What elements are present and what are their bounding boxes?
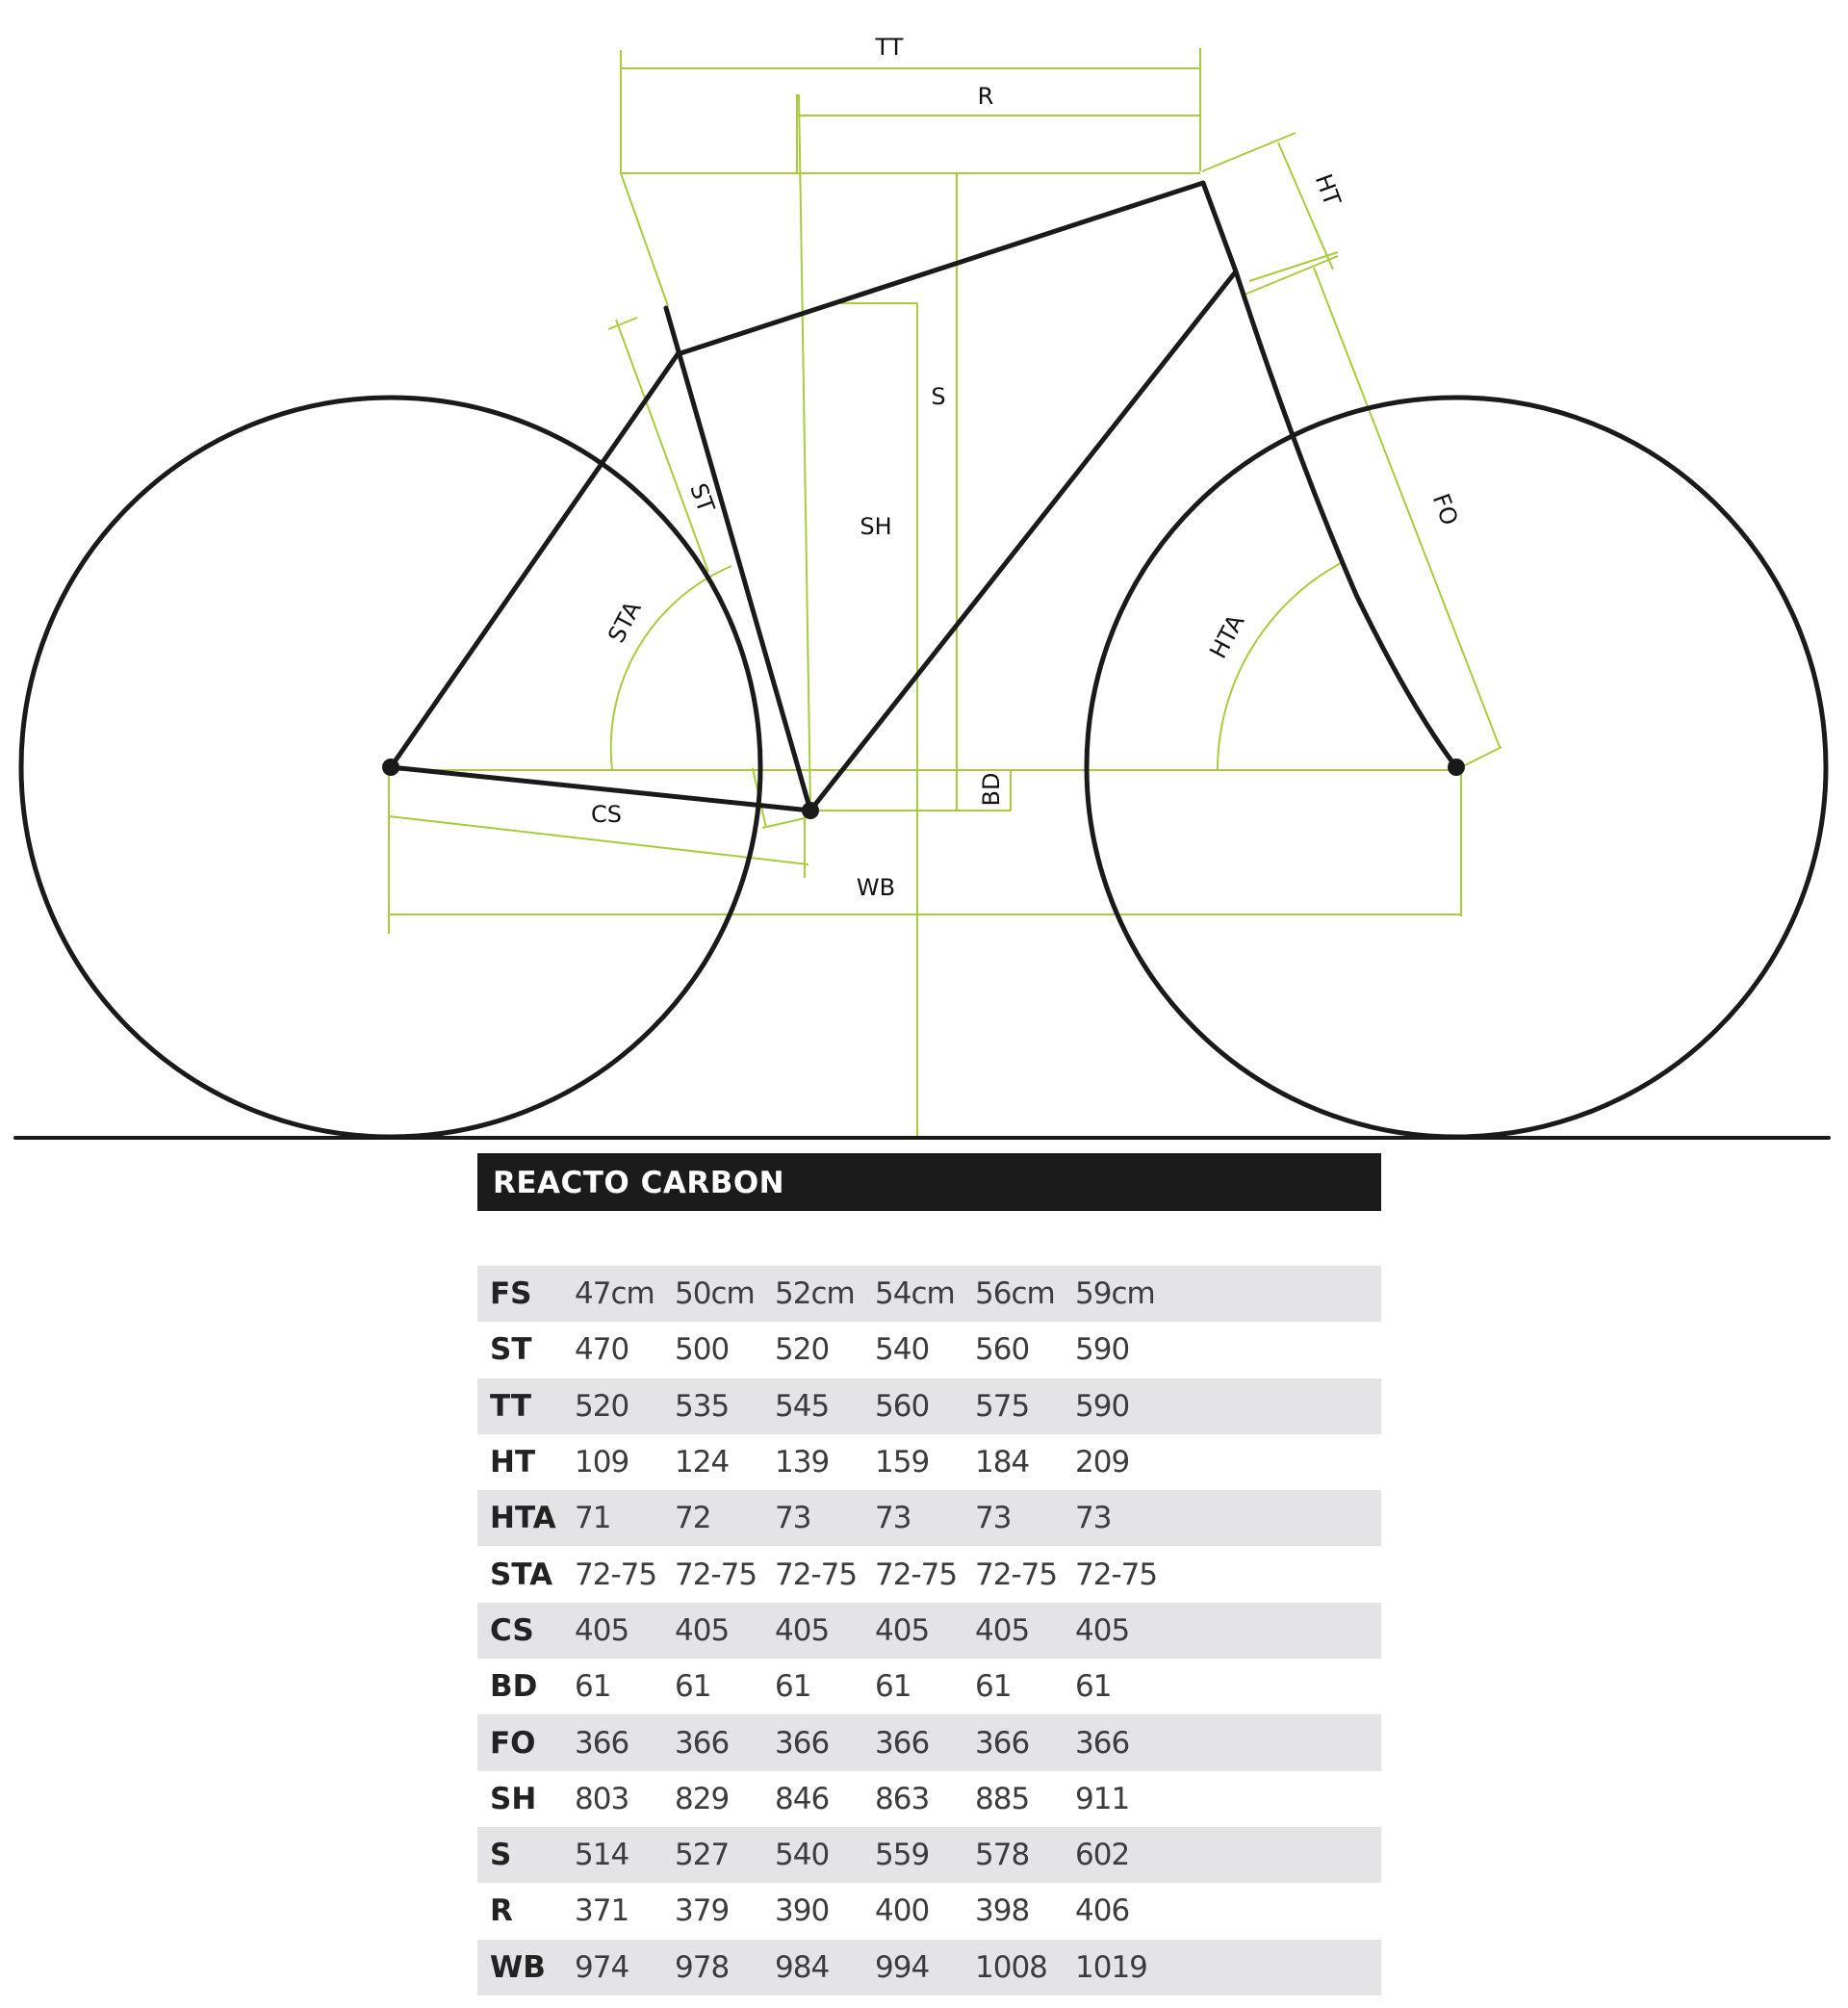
- table-cell: 59cm: [1075, 1276, 1155, 1312]
- table-cell: 56cm: [975, 1276, 1055, 1312]
- fork: [1236, 271, 1456, 767]
- row-label: HT: [490, 1445, 536, 1480]
- seatstay: [391, 354, 678, 767]
- table-cell: 61: [975, 1669, 1012, 1705]
- table-cell: 52cm: [775, 1276, 855, 1312]
- table-cell: 50cm: [675, 1276, 755, 1312]
- table-cell: 398: [975, 1893, 1030, 1929]
- table-cell: 994: [875, 1949, 930, 1985]
- row-label: HTA: [490, 1501, 556, 1536]
- row-filler: [1175, 1603, 1381, 1659]
- table-cell: 124: [675, 1445, 730, 1480]
- label-sh: SH: [860, 513, 892, 540]
- table-cell: 73: [975, 1501, 1012, 1536]
- table-row: [477, 1659, 1381, 1714]
- spec-title: REACTO CARBON: [477, 1153, 1381, 1211]
- table-cell: 500: [675, 1332, 730, 1368]
- table-cell: 545: [775, 1388, 830, 1424]
- row-label: ST: [490, 1332, 532, 1368]
- label-sta: STA: [603, 597, 647, 648]
- table-cell: 540: [775, 1838, 830, 1873]
- table-cell: 560: [875, 1388, 930, 1424]
- table-cell: 405: [675, 1612, 730, 1648]
- table-cell: 803: [575, 1781, 629, 1816]
- table-cell: 885: [975, 1781, 1030, 1816]
- front-axle: [1448, 759, 1465, 776]
- table-cell: 974: [575, 1949, 629, 1985]
- table-cell: 72-75: [675, 1557, 757, 1592]
- table-row: [477, 1378, 1381, 1434]
- table-cell: 590: [1075, 1332, 1130, 1368]
- table-cell: 405: [775, 1612, 830, 1648]
- row-filler: [1175, 1771, 1381, 1827]
- row-label: WB: [490, 1949, 546, 1985]
- table-cell: 520: [575, 1388, 629, 1424]
- table-cell: 366: [1075, 1725, 1130, 1761]
- table-cell: 159: [875, 1445, 930, 1480]
- table-cell: 366: [875, 1725, 930, 1761]
- table-cell: 72-75: [975, 1557, 1058, 1592]
- table-cell: 61: [575, 1669, 611, 1705]
- table-cell: 400: [875, 1893, 930, 1929]
- table-cell: 72-75: [875, 1557, 958, 1592]
- table-cell: 1008: [975, 1949, 1047, 1985]
- table-row: [477, 1434, 1381, 1490]
- table-cell: 379: [675, 1893, 730, 1929]
- table-cell: 109: [575, 1445, 629, 1480]
- label-fo: FO: [1426, 490, 1464, 529]
- row-label: TT: [490, 1388, 532, 1424]
- row-filler: [1175, 1434, 1381, 1490]
- table-cell: 560: [975, 1332, 1030, 1368]
- table-cell: 405: [1075, 1612, 1130, 1648]
- table-cell: 73: [1075, 1501, 1112, 1536]
- row-filler: [1175, 1490, 1381, 1546]
- label-cs: CS: [591, 801, 622, 828]
- table-row: [477, 1771, 1381, 1827]
- label-bd: BD: [978, 772, 1005, 807]
- row-label: R: [490, 1893, 513, 1929]
- table-cell: 71: [575, 1501, 611, 1536]
- table-cell: 390: [775, 1893, 830, 1929]
- table-cell: 527: [675, 1838, 730, 1873]
- row-filler: [1175, 1659, 1381, 1714]
- table-row: [477, 1322, 1381, 1377]
- row-filler: [1175, 1827, 1381, 1883]
- row-filler: [1175, 1714, 1381, 1770]
- table-cell: 72-75: [1075, 1557, 1158, 1592]
- table-row: [477, 1266, 1381, 1322]
- table-row: [477, 1603, 1381, 1659]
- table-row: [477, 1490, 1381, 1546]
- table-cell: 72-75: [775, 1557, 858, 1592]
- table-cell: 54cm: [875, 1276, 955, 1312]
- table-row: [477, 1883, 1381, 1939]
- table-cell: 405: [975, 1612, 1030, 1648]
- table-cell: 406: [1075, 1893, 1130, 1929]
- row-label: S: [490, 1838, 512, 1873]
- table-cell: 184: [975, 1445, 1030, 1480]
- table-cell: 984: [775, 1949, 830, 1985]
- table-cell: 911: [1075, 1781, 1130, 1816]
- table-cell: 470: [575, 1332, 629, 1368]
- table-cell: 514: [575, 1838, 629, 1873]
- row-label: STA: [490, 1557, 553, 1592]
- table-cell: 72-75: [575, 1557, 657, 1592]
- row-filler: [1175, 1266, 1381, 1322]
- row-label: BD: [490, 1669, 538, 1705]
- table-cell: 978: [675, 1949, 730, 1985]
- bottom-bracket: [802, 802, 819, 819]
- table-row: [477, 1714, 1381, 1770]
- table-cell: 139: [775, 1445, 830, 1480]
- table-cell: 535: [675, 1388, 730, 1424]
- seat-tube: [666, 308, 810, 811]
- table-cell: 73: [775, 1501, 811, 1536]
- down-tube: [810, 271, 1236, 811]
- label-wb: WB: [856, 874, 896, 901]
- table-cell: 520: [775, 1332, 830, 1368]
- row-filler: [1175, 1940, 1381, 1995]
- head-tube: [1203, 183, 1236, 271]
- table-row: [477, 1940, 1381, 1995]
- label-st: ST: [684, 479, 720, 517]
- table-cell: 590: [1075, 1388, 1130, 1424]
- label-hta: HTA: [1204, 609, 1250, 663]
- geometry-spec-section: [477, 1153, 1381, 1995]
- table-cell: 371: [575, 1893, 629, 1929]
- table-cell: 559: [875, 1838, 930, 1873]
- row-filler: [1175, 1322, 1381, 1377]
- label-tt: TT: [875, 34, 904, 61]
- rear-axle: [382, 759, 399, 776]
- row-label: SH: [490, 1781, 537, 1816]
- row-label: FS: [490, 1276, 532, 1312]
- bike-frame: [15, 183, 1829, 1138]
- table-cell: 405: [575, 1612, 629, 1648]
- table-cell: 61: [875, 1669, 911, 1705]
- table-cell: 72: [675, 1501, 711, 1536]
- table-cell: 829: [675, 1781, 730, 1816]
- table-cell: 863: [875, 1781, 930, 1816]
- table-cell: 846: [775, 1781, 830, 1816]
- label-r: R: [977, 83, 994, 110]
- table-cell: 366: [775, 1725, 830, 1761]
- table-cell: 61: [675, 1669, 711, 1705]
- row-filler: [1175, 1546, 1381, 1602]
- table-cell: 578: [975, 1838, 1030, 1873]
- row-filler: [1175, 1378, 1381, 1434]
- table-cell: 366: [675, 1725, 730, 1761]
- table-cell: 575: [975, 1388, 1030, 1424]
- table-cell: 366: [975, 1725, 1030, 1761]
- label-ht: HT: [1309, 170, 1347, 210]
- table-cell: 602: [1075, 1838, 1130, 1873]
- table-cell: 1019: [1075, 1949, 1147, 1985]
- table-row: [477, 1827, 1381, 1883]
- dimension-lines: [389, 48, 1502, 1138]
- top-tube: [678, 183, 1203, 354]
- geometry-table: [477, 1266, 1381, 1995]
- row-filler: [1175, 1883, 1381, 1939]
- table-cell: 209: [1075, 1445, 1130, 1480]
- table-cell: 73: [875, 1501, 911, 1536]
- row-label: FO: [490, 1725, 536, 1761]
- table-cell: 61: [1075, 1669, 1112, 1705]
- label-s: S: [931, 383, 946, 410]
- table-cell: 61: [775, 1669, 811, 1705]
- row-label: CS: [490, 1612, 534, 1648]
- table-cell: 47cm: [575, 1276, 654, 1312]
- table-cell: 366: [575, 1725, 629, 1761]
- table-cell: 405: [875, 1612, 930, 1648]
- geometry-table-body: [477, 1266, 1381, 1995]
- table-cell: 540: [875, 1332, 930, 1368]
- table-row: [477, 1546, 1381, 1602]
